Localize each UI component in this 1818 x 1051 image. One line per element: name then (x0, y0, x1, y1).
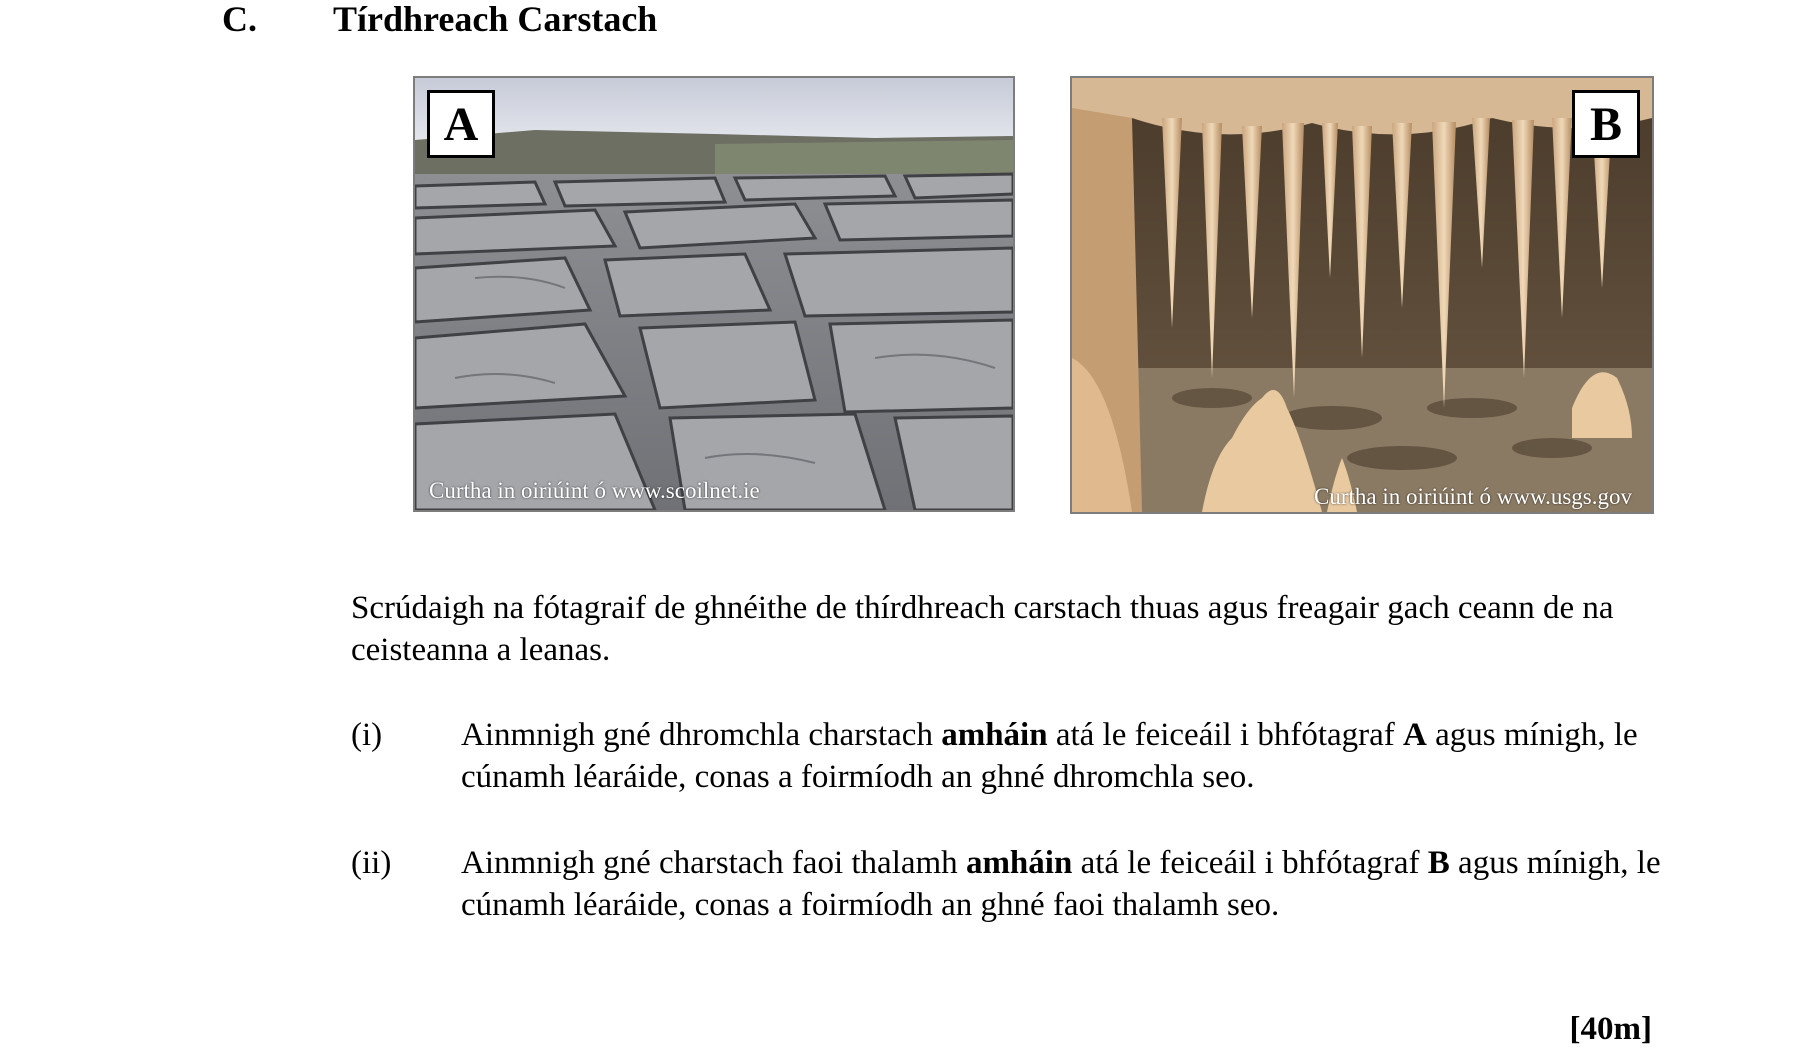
section-title: Tírdhreach Carstach (333, 0, 658, 39)
marks-total: [40m] (1569, 1011, 1652, 1047)
photo-a (413, 76, 1015, 512)
photo-b-credit: Curtha in oiriúint ó www.usgs.gov (1314, 484, 1632, 509)
photo-a-credit: Curtha in oiriúint ó www.scoilnet.ie (429, 478, 760, 503)
photo-b (1070, 76, 1654, 514)
question-text-ii: Ainmnigh gné charstach faoi thalamh amháin atá le feiceáil i bhfótagraf B agus mínigh, le cúnamh léaráide, conas a foirmíodh an ghné faoi thalamh seo. (461, 845, 1661, 923)
question-number-i: (i) (351, 717, 383, 753)
cave-formations-image (1072, 78, 1652, 512)
question-number-ii: (ii) (351, 845, 392, 881)
photo-b-label: B (1572, 90, 1640, 158)
limestone-pavement-image (415, 78, 1013, 510)
question-text-i: Ainmnigh gné dhromchla charstach amháin atá le feiceáil i bhfótagraf A agus mínigh, le cúnamh léaráide, conas a foirmíodh an ghné dhromchla seo. (461, 717, 1638, 795)
section-letter: C. (222, 0, 257, 39)
intro-paragraph: Scrúdaigh na fótagraif de ghnéithe de thírdhreach carstach thuas agus freagair gach ceann de na ceisteanna a leanas. (351, 590, 1614, 668)
photo-a-label: A (427, 90, 495, 158)
